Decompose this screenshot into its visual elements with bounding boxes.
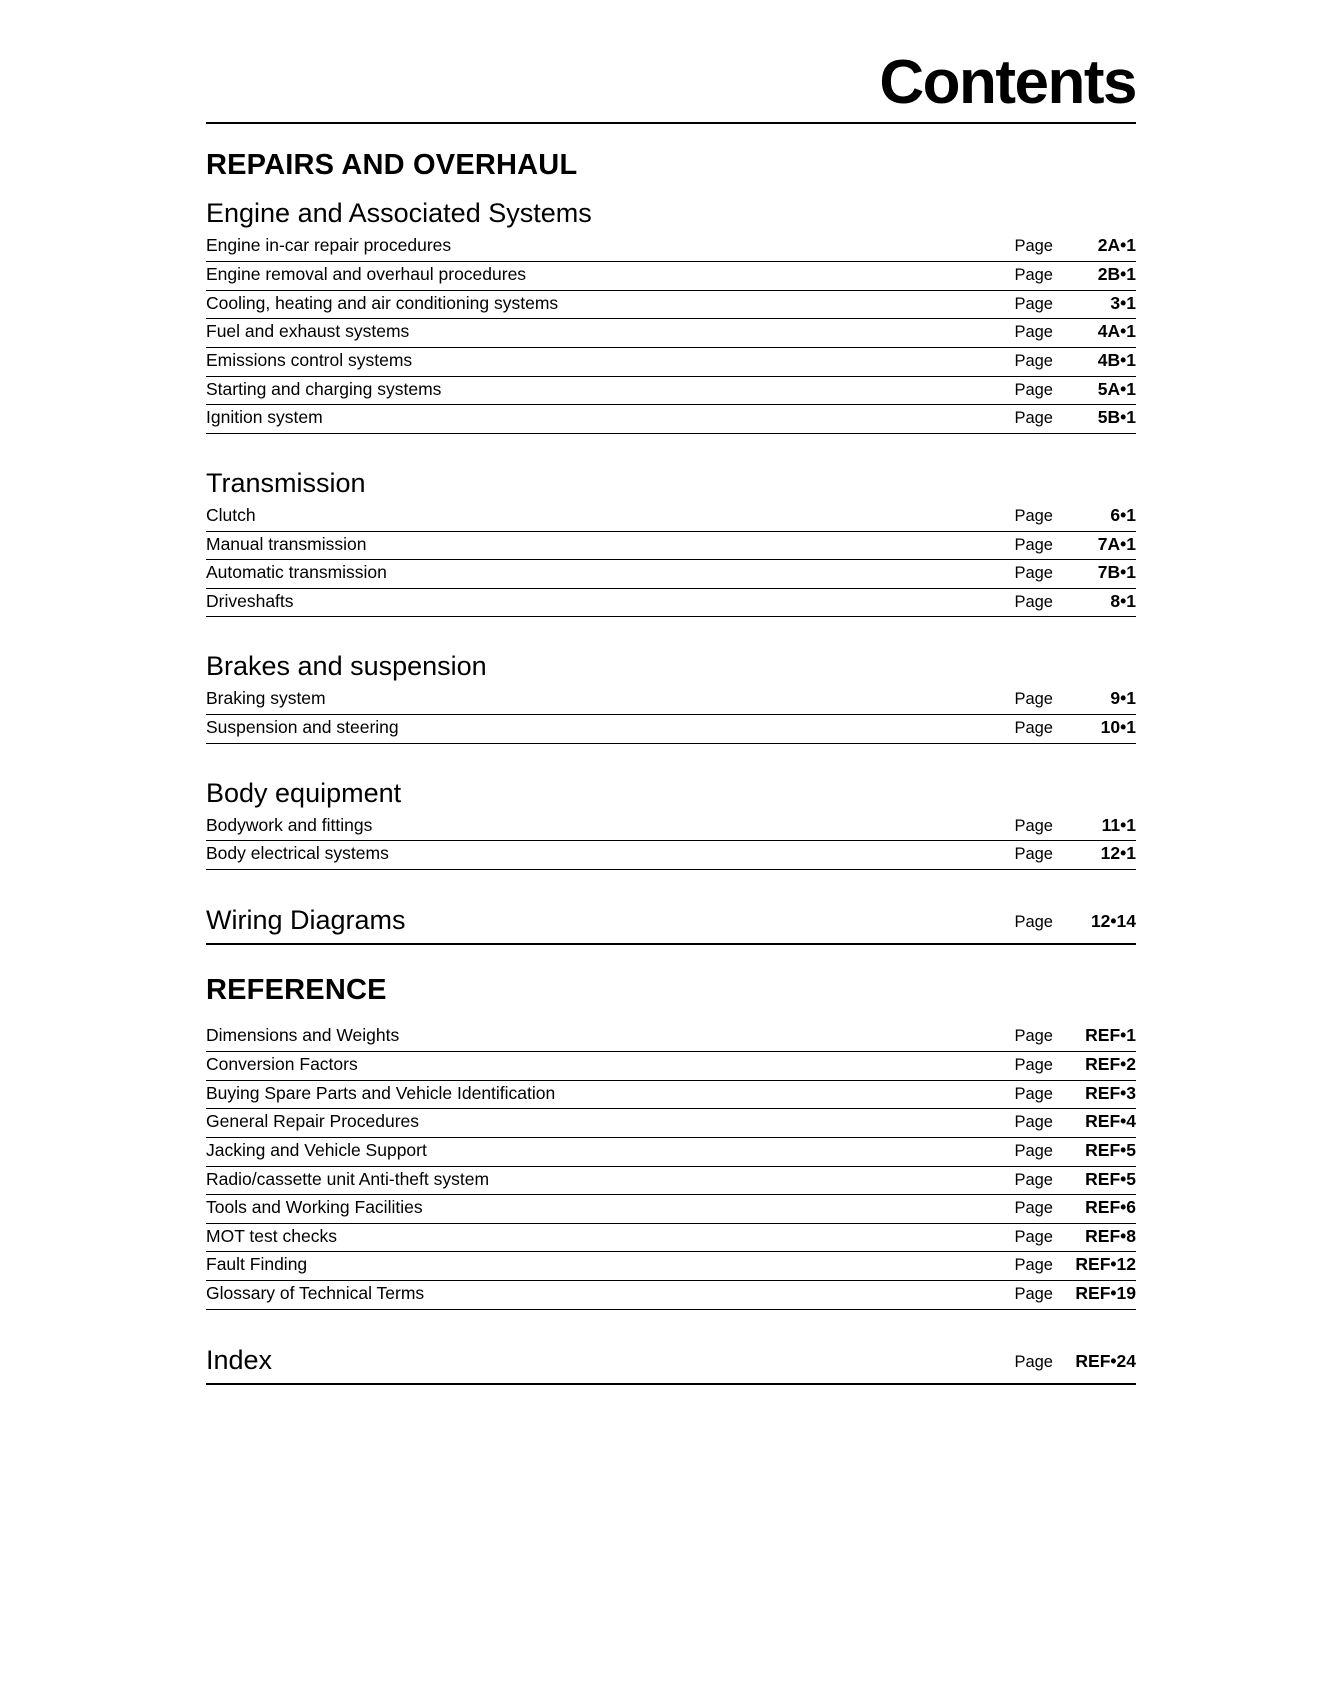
entry-title: Fuel and exhaust systems (206, 321, 410, 342)
contents-entry[interactable] (206, 377, 1136, 406)
contents-entry[interactable] (206, 348, 1136, 377)
group-heading-brakes: Brakes and suspension (206, 651, 487, 682)
entry-page-number: 10•1 (1100, 717, 1136, 738)
entry-page-number: 4A•1 (1097, 321, 1136, 342)
entry-title: Driveshafts (206, 590, 294, 611)
contents-entry[interactable] (206, 405, 1136, 434)
entry-page-number: REF•19 (1075, 1283, 1136, 1304)
entry-page-label: Page (1014, 323, 1053, 342)
entry-page-label: Page (1014, 1141, 1053, 1160)
entry-page-label: Page (1014, 237, 1053, 256)
contents-entry[interactable] (206, 503, 1136, 532)
entry-title: Index (206, 1344, 273, 1375)
title-divider (206, 122, 1136, 124)
entry-page-label: Page (1014, 1084, 1053, 1103)
entry-title: General Repair Procedures (206, 1111, 420, 1132)
entry-page-number: REF•24 (1075, 1350, 1136, 1371)
contents-entry[interactable] (206, 686, 1136, 715)
contents-entry[interactable] (206, 1138, 1136, 1167)
entry-page-number: 7B•1 (1097, 562, 1136, 583)
entry-page-number: REF•3 (1085, 1082, 1136, 1103)
entry-page-number: 5A•1 (1097, 378, 1136, 399)
entry-page-number: REF•5 (1085, 1168, 1136, 1189)
entry-title: Clutch (206, 504, 256, 525)
contents-entry[interactable] (206, 1224, 1136, 1253)
entry-page-label: Page (1014, 409, 1053, 428)
group-heading-transmission: Transmission (206, 467, 366, 498)
entry-page-number: REF•5 (1085, 1139, 1136, 1160)
entry-page-label: Page (1014, 1113, 1053, 1132)
entry-title: Engine removal and overhaul procedures (206, 264, 527, 285)
entry-page-number: REF•1 (1085, 1025, 1136, 1046)
entry-title: Engine in-car repair procedures (206, 235, 452, 256)
entry-page-number: 12•1 (1100, 843, 1136, 864)
entry-page-number: 2A•1 (1097, 235, 1136, 256)
entry-page-label: Page (1014, 845, 1053, 864)
entry-title: Ignition system (206, 407, 323, 428)
contents-entry[interactable] (206, 715, 1136, 744)
contents-entry[interactable] (206, 1052, 1136, 1081)
contents-entry[interactable] (206, 841, 1136, 870)
entry-page-label: Page (1014, 816, 1053, 835)
part-heading-repairs: REPAIRS AND OVERHAUL (206, 149, 578, 181)
entry-page-label: Page (1014, 1170, 1053, 1189)
entry-page-number: 7A•1 (1097, 533, 1136, 554)
contents-entry[interactable] (206, 1081, 1136, 1110)
entry-page-number: REF•2 (1085, 1054, 1136, 1075)
group-brakes-and-suspension (206, 651, 1136, 743)
entry-page-label: Page (1014, 1027, 1053, 1046)
contents-entry[interactable] (206, 291, 1136, 320)
entry-title: Buying Spare Parts and Vehicle Identification (206, 1082, 556, 1103)
entry-page-label: Page (1014, 380, 1053, 399)
entry-page-label: Page (1014, 1199, 1053, 1218)
entry-title: Body electrical systems (206, 843, 389, 864)
group-engine-and-associated-systems (206, 198, 1136, 433)
entry-title: Conversion Factors (206, 1054, 358, 1075)
page-title: Contents (879, 48, 1136, 117)
entry-page-label: Page (1014, 1352, 1053, 1371)
group-heading-engine: Engine and Associated Systems (206, 198, 592, 229)
contents-body (206, 0, 1136, 1385)
entry-title: MOT test checks (206, 1225, 337, 1246)
entry-title: Fault Finding (206, 1254, 308, 1275)
contents-entry[interactable] (206, 532, 1136, 561)
group-heading-body-equipment: Body equipment (206, 777, 402, 808)
entry-page-number: 4B•1 (1097, 349, 1136, 370)
entry-title: Suspension and steering (206, 717, 399, 738)
entry-page-number: 11•1 (1101, 814, 1136, 835)
entry-page-number: REF•8 (1085, 1225, 1136, 1246)
entry-page-number: 6•1 (1110, 504, 1136, 525)
part-heading-reference: REFERENCE (206, 974, 387, 1007)
entry-page-label: Page (1014, 266, 1053, 285)
entry-page-label: Page (1014, 1227, 1053, 1246)
entry-page-label: Page (1014, 690, 1053, 709)
entry-title: Bodywork and fittings (206, 814, 373, 835)
entry-title: Radio/cassette unit Anti-theft system (206, 1168, 490, 1189)
entry-page-number: REF•6 (1085, 1197, 1136, 1218)
entry-title: Braking system (206, 688, 326, 709)
contents-entry[interactable] (206, 1195, 1136, 1224)
contents-entry[interactable] (206, 233, 1136, 262)
part-reference (206, 975, 1136, 1385)
entry-page-label: Page (1014, 1056, 1053, 1075)
entry-page-number: 5B•1 (1097, 407, 1136, 428)
entry-page-label: Page (1014, 719, 1053, 738)
entry-title: Emissions control systems (206, 349, 413, 370)
entry-page-number: 2B•1 (1097, 264, 1136, 285)
contents-entry[interactable] (206, 262, 1136, 291)
entry-title: Jacking and Vehicle Support (206, 1139, 427, 1160)
entry-page-label: Page (1014, 1256, 1053, 1275)
contents-entry[interactable] (206, 319, 1136, 348)
group-body-equipment (206, 778, 1136, 870)
contents-entry[interactable] (206, 1109, 1136, 1138)
entry-page-number: REF•12 (1075, 1254, 1136, 1275)
contents-entry[interactable] (206, 1023, 1136, 1052)
contents-entry-index[interactable] (206, 1344, 1136, 1385)
entry-title: Wiring Diagrams (206, 905, 406, 935)
contents-entry[interactable] (206, 1281, 1136, 1310)
entry-page-number: 12•14 (1090, 911, 1136, 931)
entry-title: Starting and charging systems (206, 378, 442, 399)
contents-entry[interactable] (206, 813, 1136, 842)
entry-title: Automatic transmission (206, 562, 387, 583)
entry-page-number: 3•1 (1110, 292, 1136, 313)
entry-title: Manual transmission (206, 533, 367, 554)
entry-page-label: Page (1014, 564, 1053, 583)
entry-title: Glossary of Technical Terms (206, 1283, 425, 1304)
entry-page-number: 8•1 (1110, 590, 1136, 611)
entry-page-label: Page (1014, 592, 1053, 611)
contents-entry[interactable] (206, 1252, 1136, 1281)
contents-entry[interactable] (206, 1167, 1136, 1196)
contents-entry[interactable] (206, 560, 1136, 589)
entry-page-number: REF•4 (1085, 1111, 1136, 1132)
entry-page-number: 9•1 (1110, 688, 1136, 709)
group-transmission (206, 468, 1136, 618)
entry-page-label: Page (1014, 913, 1053, 931)
entry-page-label: Page (1014, 506, 1053, 525)
part-repairs-and-overhaul (206, 150, 1136, 945)
entry-page-label: Page (1014, 294, 1053, 313)
reference-entry-list (206, 1023, 1136, 1309)
entry-page-label: Page (1014, 351, 1053, 370)
contents-entry-wiring-diagrams[interactable] (206, 904, 1136, 945)
entry-page-label: Page (1014, 1285, 1053, 1304)
entry-page-label: Page (1014, 535, 1053, 554)
entry-title: Dimensions and Weights (206, 1025, 400, 1046)
entry-title: Tools and Working Facilities (206, 1197, 423, 1218)
entry-title: Cooling, heating and air conditioning systems (206, 292, 559, 313)
contents-entry[interactable] (206, 589, 1136, 618)
